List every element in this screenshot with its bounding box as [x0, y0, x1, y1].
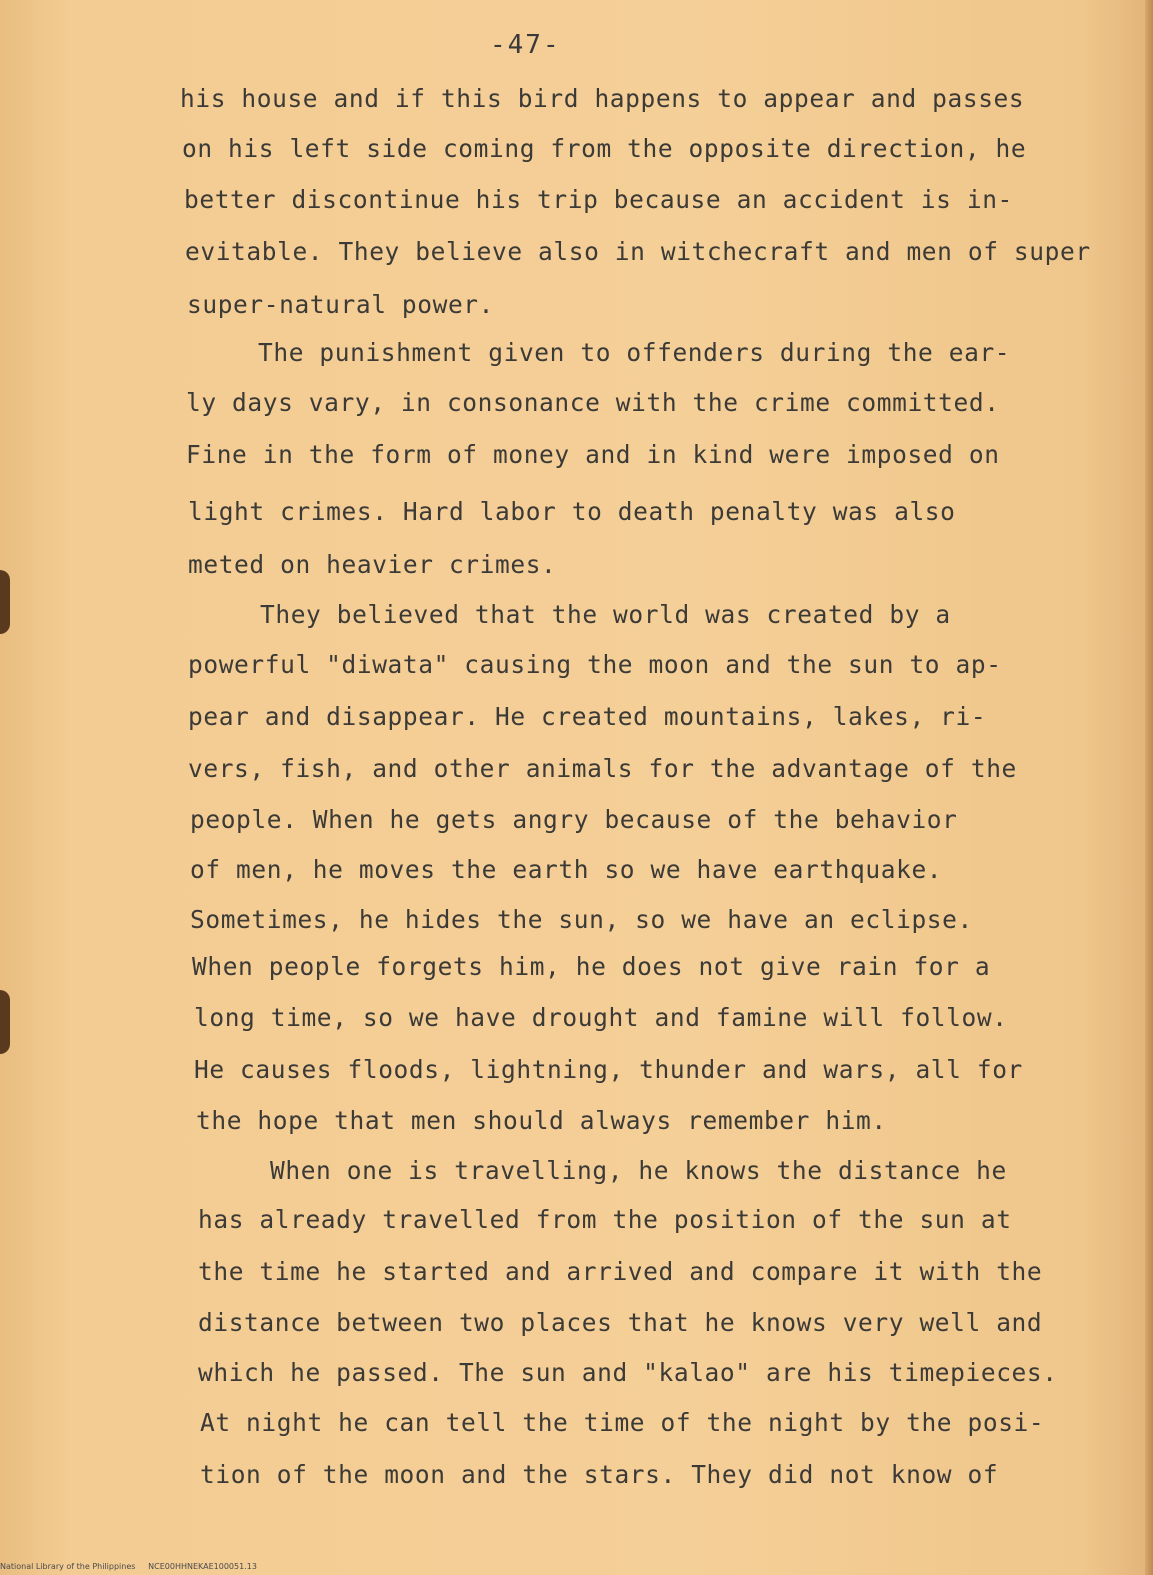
text-line: meted on heavier crimes. [188, 550, 557, 579]
text-line: of men, he moves the earth so we have earthquake. [190, 855, 943, 884]
text-line: the time he started and arrived and compare it with the [198, 1257, 1043, 1286]
text-line: on his left side coming from the opposite direction, he [182, 134, 1027, 163]
text-line: people. When he gets angry because of the behavior [190, 805, 958, 834]
text-line: tion of the moon and the stars. They did not know of [200, 1460, 999, 1489]
text-line: better discontinue his trip because an accident is in- [184, 185, 1013, 214]
text-line: the hope that men should always remember him. [196, 1106, 887, 1135]
binding-hole-mark [0, 570, 10, 634]
text-line: He causes floods, lightning, thunder and wars, all for [194, 1055, 1023, 1084]
text-line: Sometimes, he hides the sun, so we have an eclipse. [190, 905, 973, 934]
text-line: his house and if this bird happens to appear and passes [180, 84, 1025, 113]
text-line: has already travelled from the position of the sun at [198, 1205, 1012, 1234]
binding-hole-mark [0, 990, 10, 1054]
text-line: pear and disappear. He created mountains, lakes, ri- [188, 702, 987, 731]
text-line: super-natural power. [187, 290, 495, 319]
text-line: The punishment given to offenders during the ear- [258, 338, 1011, 367]
scan-footer: National Library of the Philippines NCE00HHNEKAE100051.13 [0, 1562, 257, 1571]
text-line: vers, fish, and other animals for the advantage of the [188, 754, 1017, 783]
page-edge [1145, 0, 1153, 1575]
text-line: At night he can tell the time of the night by the posi- [200, 1408, 1045, 1437]
text-line: distance between two places that he knows very well and [198, 1308, 1043, 1337]
text-line: light crimes. Hard labor to death penalty was also [188, 497, 956, 526]
text-line: When people forgets him, he does not give rain for a [192, 952, 991, 981]
text-line: evitable. They believe also in witchecraft and men of super [185, 237, 1091, 266]
text-line: When one is travelling, he knows the distance he [270, 1156, 1007, 1185]
text-line: powerful "diwata" causing the moon and the sun to ap- [188, 650, 1002, 679]
text-line: They believed that the world was created by a [260, 600, 951, 629]
page-number: -47- [490, 30, 561, 60]
text-line: ly days vary, in consonance with the crime committed. [186, 388, 1000, 417]
text-line: long time, so we have drought and famine will follow. [194, 1003, 1008, 1032]
text-line: which he passed. The sun and "kalao" are his timepieces. [198, 1358, 1058, 1387]
text-line: Fine in the form of money and in kind were imposed on [186, 440, 1000, 469]
